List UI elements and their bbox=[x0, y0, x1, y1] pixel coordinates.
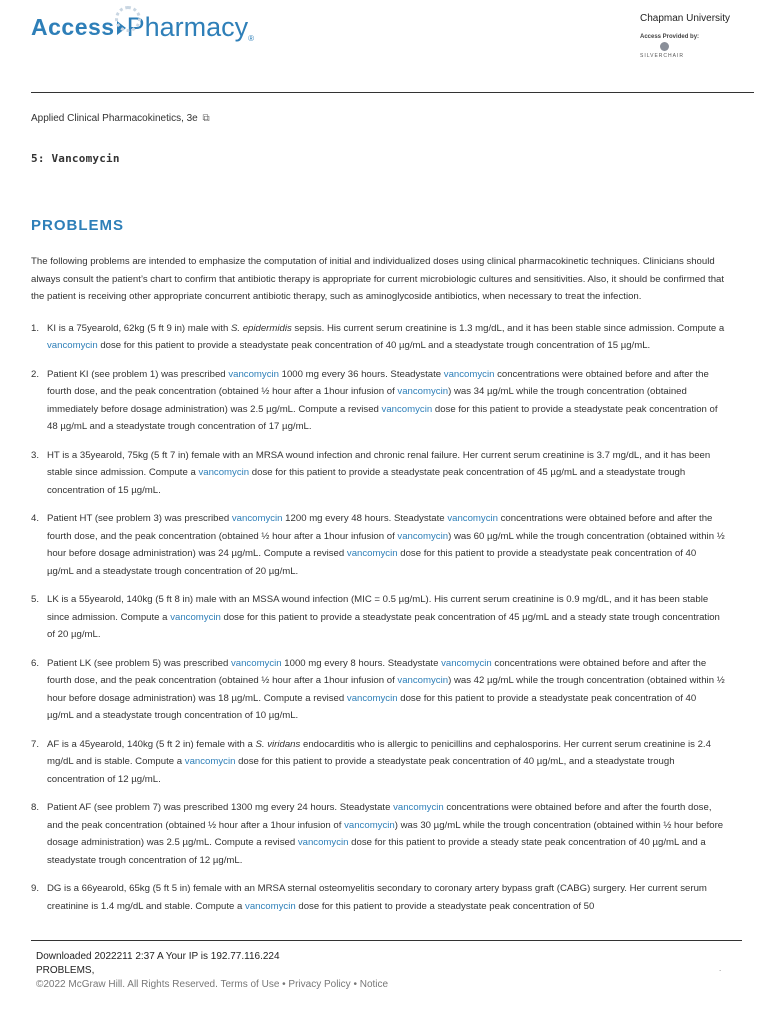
problem-text: dose for this patient to provide a steadystate peak concentration of 45 µg/mL and a steady state trough concentration of 20 µg/mL. bbox=[47, 611, 720, 640]
problem-item-6 bbox=[31, 655, 725, 725]
problem-text: Patient KI (see problem 1) was prescribed bbox=[47, 368, 229, 380]
silverchair-logo-icon bbox=[660, 42, 669, 51]
organism-name: S. epidermidis bbox=[230, 322, 292, 334]
problem-text: AF is a 45yearold, 140kg (5 ft 2 in) female with a bbox=[47, 738, 256, 750]
problem-text: LK is a 55yearold, 140kg (5 ft 8 in) male with an MSSA wound infection (MIC = 0.5 µg/mL). His current serum creatinine is 0.9 mg/dL, and it has been stable since admission. Compute a bbox=[47, 594, 709, 623]
silverchair-logo-text: SILVERCHAIR bbox=[640, 53, 684, 59]
institution-name: Chapman University bbox=[640, 13, 731, 24]
intro-paragraph: The following problems are intended to emphasize the computation of initial and individualized doses using clinical pharmacokinetic techniques. Clinicians should always consult the patient’s chart to confirm that antibiotic therapy is appropriate for current microbiologic cultures and sensitivities. Also, it should be confirmed that the patient is receiving other appropriate concurrent antibiotic therapy, such as aminoglycoside antibiotics, when necessary to treat the infection. bbox=[31, 256, 725, 302]
vancomycin-link[interactable]: vancomycin bbox=[447, 513, 498, 524]
problem-text: dose for this patient to provide a steadystate peak concentration of 40 µg/mL and a steadystate trough concentration of 20 µg/mL. bbox=[47, 548, 697, 577]
problems-content bbox=[31, 253, 725, 915]
page-header bbox=[0, 0, 768, 94]
problem-number: 1. bbox=[31, 322, 40, 334]
problem-text: ) was 42 µg/mL while the trough concentration (obtained within ½ hour before dosage administration) was 18 µg/mL. Compute a revised bbox=[47, 675, 725, 704]
problem-text: concentrations were obtained before and after the fourth dose, and the peak concentration (obtained ½ hour after a 1hour infusion of bbox=[47, 513, 713, 542]
problem-number: 4. bbox=[31, 513, 40, 524]
vancomycin-link[interactable]: vancomycin bbox=[393, 802, 444, 813]
problem-text: 1000 mg every 36 hours. Steadystate bbox=[278, 368, 444, 380]
problem-item-2 bbox=[31, 366, 725, 436]
problem-text: Patient AF (see problem 7) was prescribed 1300 mg every 24 hours. Steadystate bbox=[47, 802, 394, 813]
page-footer bbox=[0, 940, 768, 1024]
problem-item-5 bbox=[31, 591, 725, 644]
problem-text: dose for this patient to provide a steadystate peak concentration of 40 µg/mL, and a steadystate trough concentration of 12 µg/mL. bbox=[47, 756, 675, 785]
vancomycin-link[interactable]: vancomycin bbox=[198, 467, 250, 478]
download-info: Downloaded 2022211 2:37 A Your IP is 192.77.116.224 bbox=[36, 951, 280, 962]
problem-number: 9. bbox=[31, 883, 40, 894]
header-divider bbox=[31, 92, 754, 93]
problem-number: 7. bbox=[31, 738, 40, 750]
problem-number: 6. bbox=[31, 657, 40, 669]
problem-number: 5. bbox=[31, 594, 40, 605]
copyright-line: ©2022 McGraw Hill. All Rights Reserved. Terms of Use • Privacy Policy • Notice bbox=[36, 979, 389, 990]
vancomycin-link[interactable]: vancomycin bbox=[184, 756, 236, 767]
logo-access-text: Access bbox=[31, 14, 115, 40]
problem-text: dose for this patient to provide a steadystate peak concentration of 50 bbox=[295, 900, 595, 912]
vancomycin-link[interactable]: vancomycin bbox=[228, 368, 279, 380]
vancomycin-link[interactable]: vancomycin bbox=[344, 819, 395, 831]
logo-pharmacy-text: Pharmacy bbox=[126, 12, 249, 42]
gear-icon bbox=[115, 6, 141, 32]
problem-text: dose for this patient to provide a steadystate peak concentration of 45 µg/mL and a steadystate trough concentration of 15 µg/mL. bbox=[47, 467, 686, 496]
problem-number: 2. bbox=[31, 368, 40, 380]
problem-text: 1200 mg every 48 hours. Steadystate bbox=[282, 513, 448, 524]
problem-text: concentrations were obtained before and after the fourth dose, and the peak concentration (obtained ½ hour after a 1hour infusion of bbox=[47, 368, 709, 397]
vancomycin-link[interactable]: vancomycin bbox=[397, 675, 449, 686]
vancomycin-link[interactable]: vancomycin bbox=[346, 548, 398, 559]
problem-text: dose for this patient to provide a steady state peak concentration of 40 µg/mL and a steadystate trough concentration of 12 µg/mL. bbox=[47, 837, 706, 866]
problem-item-9 bbox=[31, 880, 725, 915]
book-title-text: Applied Clinical Pharmacokinetics, 3e bbox=[31, 113, 198, 124]
problem-text: Patient LK (see problem 5) was prescribed bbox=[47, 657, 231, 669]
problem-text: endocarditis who is allergic to penicillins and cephalosporins. Her current serum creatinine is 2.4 mg/dL and is stable. Compute a bbox=[47, 738, 711, 767]
external-link-icon: ⧉ bbox=[202, 113, 210, 124]
vancomycin-link[interactable]: vancomycin bbox=[47, 340, 98, 351]
problem-text: KI is a 75yearold, 62kg (5 ft 9 in) male with bbox=[47, 322, 231, 334]
problem-item-7 bbox=[31, 736, 725, 789]
footer-divider bbox=[31, 940, 742, 941]
organism-name: S. viridans bbox=[255, 738, 301, 750]
problem-list bbox=[31, 320, 725, 916]
vancomycin-link[interactable]: vancomycin bbox=[346, 692, 398, 704]
problem-text: sepsis. His current serum creatinine is 1.3 mg/dL, and it has been stable since admission. Compute a bbox=[291, 322, 725, 334]
problem-item-3 bbox=[31, 447, 725, 500]
problem-text: concentrations were obtained before and after the fourth dose, and the peak concentration (obtained ½ hour after a 1hour infusion of bbox=[47, 657, 707, 686]
problem-text: concentrations were obtained before and after the fourth dose, and the peak concentration (obtained ½ hour after a 1hour infusion of bbox=[47, 802, 712, 831]
book-title[interactable] bbox=[31, 113, 210, 124]
problem-text: ) was 60 µg/mL while the trough concentration (obtained within ½ hour before dosage administration) was 24 µg/mL. Compute a revised bbox=[47, 530, 725, 559]
vancomycin-link[interactable]: vancomycin bbox=[397, 530, 449, 542]
problem-text: dose for this patient to provide a steadystate peak concentration of 40 µg/mL and a steadystate trough concentration of 15 µg/mL. bbox=[97, 340, 651, 351]
problem-number: 3. bbox=[31, 449, 40, 461]
problem-text: DG is a 66yearold, 65kg (5 ft 5 in) female with an MRSA sternal osteomyelitis secondary to coronary artery bypass graft (CABG) surgery. Her current serum creatinine is 1.4 mg/dL and stable. Compute a bbox=[47, 883, 707, 912]
accesspharmacy-logo[interactable] bbox=[31, 12, 254, 52]
problem-number: 8. bbox=[31, 802, 40, 813]
chapter-title: 5: Vancomycin bbox=[31, 152, 120, 165]
registered-mark: ® bbox=[248, 34, 255, 43]
section-heading: PROBLEMS bbox=[31, 217, 125, 234]
vancomycin-link[interactable]: vancomycin bbox=[245, 900, 296, 912]
footer-title: PROBLEMS, bbox=[36, 965, 95, 976]
vancomycin-link[interactable]: vancomycin bbox=[397, 386, 449, 397]
problem-item-1 bbox=[31, 320, 725, 355]
problem-text: dose for this patient to provide a steadystate peak concentration of 48 µg/mL and a steadystate trough concentration of 17 µg/mL. bbox=[47, 403, 718, 432]
vancomycin-link[interactable]: vancomycin bbox=[230, 657, 282, 669]
vancomycin-link[interactable]: vancomycin bbox=[231, 513, 283, 524]
vancomycin-link[interactable]: vancomycin bbox=[170, 611, 221, 623]
problem-text: dose for this patient to provide a steadystate peak concentration of 40 µg/mL and a steadystate trough concentration of 10 µg/mL. bbox=[47, 692, 697, 721]
problem-text: ) was 30 µg/mL while the trough concentration (obtained within ½ hour before dosage administration) was 2.5 µg/mL. Compute a revised bbox=[47, 819, 724, 848]
problem-item-8 bbox=[31, 799, 725, 869]
problem-text: ) was 34 µg/mL while the trough concentration (obtained immediately before dosage administration) was 2.5 µg/mL. Compute a revised bbox=[47, 386, 687, 415]
problem-text: 1000 mg every 8 hours. Steadystate bbox=[281, 657, 442, 669]
page-mark: . bbox=[719, 964, 722, 973]
vancomycin-link[interactable]: vancomycin bbox=[381, 403, 433, 415]
problem-item-4 bbox=[31, 510, 725, 580]
access-provided-label: Access Provided by: bbox=[640, 34, 700, 40]
vancomycin-link[interactable]: vancomycin bbox=[297, 837, 349, 848]
problem-text: HT is a 35yearold, 75kg (5 ft 7 in) female with an MRSA wound infection and chronic renal failure. Her current serum creatinine is 3.7 mg/dL, and it has been stable since admission. Compute a bbox=[47, 449, 711, 478]
problem-text: Patient HT (see problem 3) was prescribed bbox=[47, 513, 232, 524]
vancomycin-link[interactable]: vancomycin bbox=[443, 368, 495, 380]
vancomycin-link[interactable]: vancomycin bbox=[441, 657, 492, 669]
